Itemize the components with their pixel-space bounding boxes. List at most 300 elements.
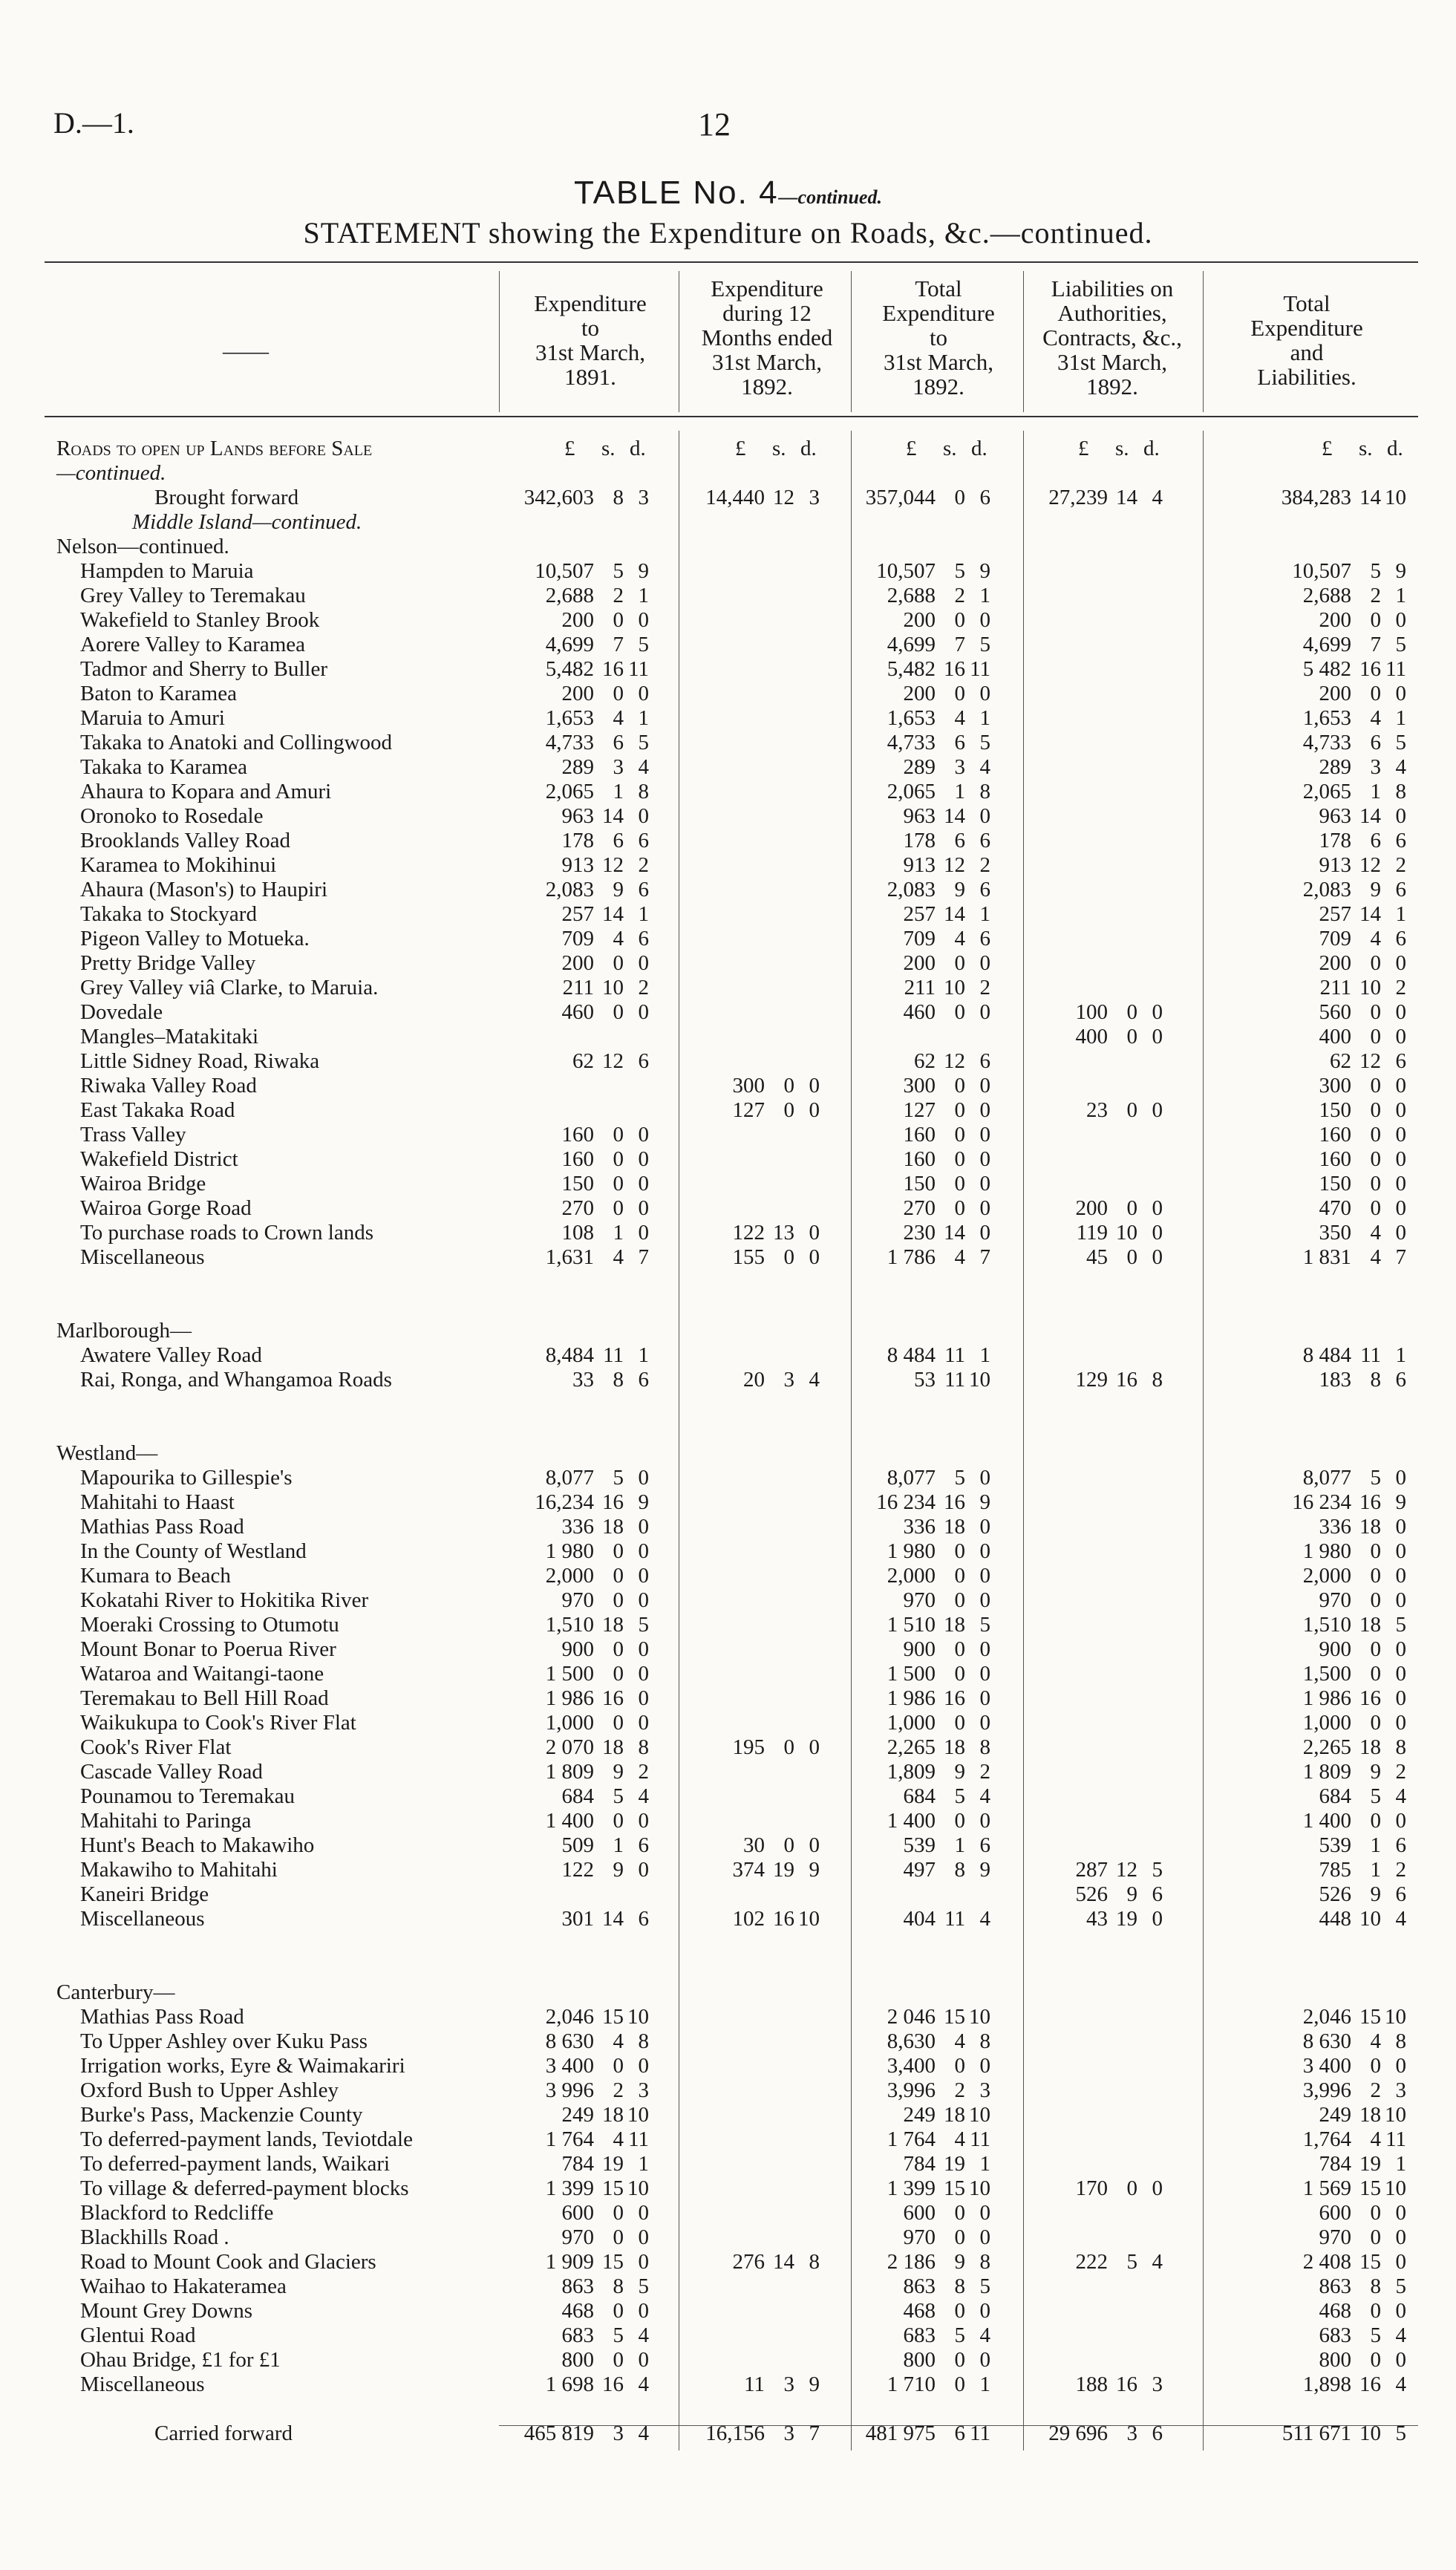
row-label: Road to Mount Cook and Glaciers [80, 2250, 376, 2274]
amount-pence: 0 [809, 1074, 820, 1098]
amount-pounds: 1,764 [1302, 2127, 1351, 2151]
amount-pounds: 10,507 [535, 559, 594, 583]
amount-shillings: 16 [602, 1686, 624, 1710]
amount-pounds: 600 [561, 2201, 594, 2225]
amount-pounds: 188 [1075, 2372, 1108, 2396]
amount-shillings: 19 [773, 1858, 794, 1882]
amount-pence: 5 [1395, 2274, 1406, 2298]
table-row [0, 2078, 1456, 2103]
amount-shillings: 3 [1370, 755, 1381, 779]
amount-pounds: 539 [1319, 1833, 1351, 1857]
amount-pounds: 863 [561, 2274, 594, 2298]
rule-top [45, 261, 1418, 263]
amount-shillings: 0 [613, 2299, 624, 2323]
amount-pence: 0 [979, 1564, 990, 1588]
amount-pounds: 200 [1319, 608, 1351, 632]
amount-pounds: 160 [1319, 1123, 1351, 1147]
amount-shillings: 14 [1359, 804, 1381, 828]
amount-pence: 9 [979, 1490, 990, 1514]
amount-pounds: 683 [903, 2323, 936, 2347]
amount-shillings: 4 [1370, 2029, 1381, 2053]
amount-pence: 8 [979, 780, 990, 803]
column-header-line: during 12 [722, 300, 812, 326]
amount-shillings: 4 [613, 1245, 624, 1269]
amount-pounds: 2,000 [1302, 1564, 1351, 1588]
amount-pence: 8 [979, 1735, 990, 1759]
amount-shillings: 0 [1126, 1098, 1137, 1122]
amount-pounds: 200 [1075, 1196, 1108, 1220]
amount-pence: 0 [1395, 1809, 1406, 1833]
amount-pence: 0 [979, 608, 990, 632]
amount-pounds: 1,898 [1302, 2372, 1351, 2396]
row-label: Takaka to Stockyard [80, 902, 257, 926]
amount-pounds: 1 399 [545, 2176, 594, 2200]
amount-pounds: 10,507 [1292, 559, 1351, 583]
amount-shillings: 14 [1116, 486, 1137, 509]
amount-pence: 8 [1395, 780, 1406, 803]
amount-pounds: 178 [561, 829, 594, 852]
table-row [0, 2029, 1456, 2054]
amount-shillings: 0 [613, 682, 624, 705]
amount-shillings: 1 [1370, 1858, 1381, 1882]
amount-pounds: 200 [903, 682, 936, 705]
column-header-line: Expenditure [882, 300, 995, 326]
amount-pounds: 45 [1086, 1245, 1108, 1269]
amount-pounds: 1 786 [887, 1245, 936, 1269]
row-label: Blackford to Redcliffe [80, 2201, 274, 2225]
amount-pounds: 2,046 [545, 2005, 594, 2029]
amount-pence: 9 [638, 559, 649, 583]
amount-pence: 0 [638, 1858, 649, 1882]
row-label: To deferred-payment lands, Waikari [80, 2152, 391, 2176]
amount-pence: 10 [969, 2176, 990, 2200]
amount-shillings: 14 [602, 1907, 624, 1931]
table-row [0, 608, 1456, 633]
amount-pence: 0 [979, 1588, 990, 1612]
amount-shillings: 18 [602, 2103, 624, 2127]
amount-pence: 1 [1395, 1343, 1406, 1367]
column-header-dash: —— [223, 338, 269, 364]
amount-shillings: 19 [944, 2152, 965, 2176]
column-header-total-liabilities [1203, 291, 1411, 389]
amount-pence: 0 [1152, 1000, 1163, 1024]
amount-pounds: 900 [1319, 1637, 1351, 1661]
amount-pounds: 1,653 [887, 706, 936, 730]
amount-pounds: 155 [732, 1245, 765, 1269]
row-label: Canterbury— [56, 1980, 175, 2004]
table-row [0, 1931, 1456, 1956]
amount-shillings: 12 [602, 853, 624, 877]
amount-pounds: 1 500 [887, 1662, 936, 1686]
amount-pounds: 3,996 [1302, 2078, 1351, 2102]
amount-pence: 0 [979, 1686, 990, 1710]
amount-pounds: 230 [903, 1221, 936, 1245]
amount-shillings: 0 [1370, 2299, 1381, 2323]
amount-shillings: 0 [954, 2054, 965, 2078]
row-label: To Upper Ashley over Kuku Pass [80, 2029, 368, 2053]
amount-pence: 6 [979, 878, 990, 901]
amount-shillings: 19 [602, 2152, 624, 2176]
amount-pounds: 23 [1086, 1098, 1108, 1122]
amount-pounds: 30 [743, 1833, 765, 1857]
amount-shillings: 0 [1370, 2054, 1381, 2078]
amount-shillings: 12 [1359, 1049, 1381, 1073]
table-row [0, 1662, 1456, 1686]
amount-pence: 2 [1395, 1760, 1406, 1784]
amount-shillings: 9 [954, 878, 965, 901]
amount-shillings: 5 [1370, 2323, 1381, 2347]
amount-pence: 10 [969, 1368, 990, 1392]
amount-pounds: 16,234 [535, 1490, 594, 1514]
amount-pence: 2 [638, 853, 649, 877]
amount-pounds: 200 [561, 682, 594, 705]
amount-pounds: 2,000 [545, 1564, 594, 1588]
amount-shillings: 18 [602, 1515, 624, 1539]
amount-shillings: 3 [783, 1368, 794, 1392]
amount-pounds: 14,440 [705, 486, 765, 509]
amount-pounds: 4,733 [545, 731, 594, 754]
amount-pence: 6 [1395, 1368, 1406, 1392]
amount-pence: 5 [979, 2274, 990, 2298]
amount-shillings: 9 [613, 878, 624, 901]
amount-pounds: 1 831 [1302, 1245, 1351, 1269]
row-label: Oxford Bush to Upper Ashley [80, 2078, 339, 2102]
amount-pence: 0 [638, 1588, 649, 1612]
column-header-expenditure-1891 [497, 291, 683, 389]
amount-shillings: 19 [1116, 1907, 1137, 1931]
amount-shillings: 0 [954, 1172, 965, 1196]
column-header-liabilities [1023, 276, 1201, 399]
table-row [0, 1049, 1456, 1074]
row-label: Wakefield to Stanley Brook [80, 608, 320, 632]
amount-shillings: 1 [1370, 780, 1381, 803]
amount-pence: 7 [638, 1245, 649, 1269]
row-label: Moeraki Crossing to Otumotu [80, 1613, 339, 1637]
amount-shillings: 3 [613, 755, 624, 779]
row-label: Ahaura to Kopara and Amuri [80, 780, 332, 803]
amount-pence: 0 [638, 1515, 649, 1539]
amount-pence: 0 [1395, 2299, 1406, 2323]
amount-shillings: 8 [1370, 2274, 1381, 2298]
amount-pounds: 460 [561, 1000, 594, 1024]
row-label: Brooklands Valley Road [80, 829, 290, 852]
table-row [0, 1711, 1456, 1735]
amount-pounds: 336 [561, 1515, 594, 1539]
amount-shillings: 8 [613, 1368, 624, 1392]
row-label: Kumara to Beach [80, 1564, 231, 1588]
amount-pence: 0 [979, 1098, 990, 1122]
table-row [0, 535, 1456, 559]
amount-pence: 0 [979, 1123, 990, 1147]
table-row [0, 2225, 1456, 2250]
amount-shillings: 0 [954, 1588, 965, 1612]
table-row [0, 1147, 1456, 1172]
amount-pence: 0 [1395, 1147, 1406, 1171]
amount-pence: 0 [1395, 608, 1406, 632]
amount-pence: 0 [638, 608, 649, 632]
amount-pounds: 257 [903, 902, 936, 926]
amount-shillings: 6 [954, 731, 965, 754]
row-label: Wakefield District [80, 1147, 238, 1171]
amount-pounds: 481 975 [865, 2421, 936, 2445]
amount-pounds: 287 [1075, 1858, 1108, 1882]
amount-shillings: 11 [944, 1343, 965, 1367]
table-row [0, 1907, 1456, 1931]
amount-pounds: 800 [903, 2348, 936, 2372]
amount-shillings: 0 [954, 1809, 965, 1833]
table-title-suffix: —continued. [778, 186, 882, 208]
amount-pence: 5 [1395, 731, 1406, 754]
amount-shillings: 9 [1370, 878, 1381, 901]
amount-shillings: 4 [613, 927, 624, 950]
row-label: Little Sidney Road, Riwaka [80, 1049, 320, 1073]
amount-pence: 1 [979, 2152, 990, 2176]
amount-pounds: 1,000 [545, 1711, 594, 1735]
table-row [0, 927, 1456, 951]
amount-pounds: 10,507 [876, 559, 936, 583]
amount-pence: 6 [1395, 878, 1406, 901]
amount-pence: 6 [1395, 829, 1406, 852]
amount-pence: 4 [1152, 486, 1163, 509]
column-header-line: 1892. [1086, 374, 1138, 399]
row-label: Hampden to Maruia [80, 559, 254, 583]
column-header-line: 31st March, [711, 349, 823, 375]
amount-pounds: 1,500 [1302, 1662, 1351, 1686]
amount-shillings: 14 [1359, 902, 1381, 926]
row-label: Miscellaneous [80, 1907, 205, 1931]
amount-pounds: 276 [732, 2250, 765, 2274]
amount-pence: 0 [638, 2201, 649, 2225]
amount-pounds: 709 [1319, 927, 1351, 950]
amount-pence: 4 [979, 755, 990, 779]
column-header-line: to [581, 315, 600, 341]
amount-shillings: 8 [613, 486, 624, 509]
amount-pounds: 200 [561, 951, 594, 975]
amount-pounds: 62 [1330, 1049, 1351, 1073]
row-label: Kokatahi River to Hokitika River [80, 1588, 369, 1612]
amount-pence: 0 [638, 1539, 649, 1563]
amount-pounds: 178 [1319, 829, 1351, 852]
amount-pence: 2 [1395, 1858, 1406, 1882]
amount-shillings: 2 [613, 2078, 624, 2102]
column-header-line: 1892. [913, 374, 964, 399]
table-row [0, 2250, 1456, 2274]
amount-shillings: 2 [1370, 2078, 1381, 2102]
amount-shillings: 0 [1370, 1809, 1381, 1833]
row-label: Grey Valley viâ Clarke, to Maruia. [80, 976, 379, 999]
row-label: Brought forward [154, 486, 299, 509]
amount-pounds: 460 [903, 1000, 936, 1024]
amount-pounds: 222 [1075, 2250, 1108, 2274]
amount-pence: 6 [979, 1049, 990, 1073]
amount-shillings: 18 [944, 1613, 965, 1637]
table-row [0, 1956, 1456, 1980]
amount-shillings: 11 [944, 1907, 965, 1931]
amount-pounds: 178 [903, 829, 936, 852]
amount-pounds: 963 [1319, 804, 1351, 828]
amount-pence: 0 [638, 1172, 649, 1196]
amount-pounds: 300 [732, 1074, 765, 1098]
amount-pence: 6 [979, 829, 990, 852]
amount-shillings: 0 [613, 1564, 624, 1588]
amount-pence: 2 [979, 853, 990, 877]
amount-pounds: 1,653 [1302, 706, 1351, 730]
amount-pounds: 1 986 [887, 1686, 936, 1710]
amount-pounds: 33 [572, 1368, 594, 1392]
amount-shillings: 0 [954, 486, 965, 509]
column-header-line: Expenditure [534, 290, 647, 316]
amount-shillings: 0 [954, 608, 965, 632]
amount-pence: 9 [809, 1858, 820, 1882]
table-row [0, 1784, 1456, 1809]
amount-pence: 8 [638, 780, 649, 803]
row-label: Baton to Karamea [80, 682, 237, 705]
amount-pence: 1 [979, 2372, 990, 2396]
table-row [0, 2127, 1456, 2152]
table-row [0, 878, 1456, 902]
table-row [0, 2201, 1456, 2225]
amount-pence: 0 [1395, 1074, 1406, 1098]
amount-pence: 5 [1395, 1613, 1406, 1637]
amount-shillings: 4 [613, 2127, 624, 2151]
amount-pence: 0 [1395, 2201, 1406, 2225]
row-label: Takaka to Karamea [80, 755, 248, 779]
amount-pence: 0 [979, 2299, 990, 2323]
amount-pence: 0 [979, 2348, 990, 2372]
amount-shillings: 15 [602, 2005, 624, 2029]
table-row [0, 1196, 1456, 1221]
amount-pounds: 1 986 [1302, 1686, 1351, 1710]
row-label: Mount Bonar to Poerua River [80, 1637, 336, 1661]
amount-shillings: 18 [944, 1515, 965, 1539]
amount-pence: 11 [970, 657, 990, 681]
amount-shillings: 0 [954, 1662, 965, 1686]
amount-pounds: 8,077 [545, 1466, 594, 1490]
row-label: Wataroa and Waitangi-taone [80, 1662, 324, 1686]
unit-pence: d. [630, 437, 646, 460]
row-label: Cook's River Flat [80, 1735, 232, 1759]
amount-shillings: 8 [613, 2274, 624, 2298]
amount-pence: 0 [1395, 1637, 1406, 1661]
amount-pence: 0 [1395, 1588, 1406, 1612]
amount-pounds: 211 [904, 976, 936, 999]
amount-pounds: 2,065 [1302, 780, 1351, 803]
column-header-line: Expenditure [711, 275, 823, 301]
unit-shilling: s. [772, 437, 786, 460]
amount-pounds: 1 980 [887, 1539, 936, 1563]
row-label: Kaneiri Bridge [80, 1882, 209, 1906]
amount-shillings: 4 [1370, 1245, 1381, 1269]
table-row [0, 1294, 1456, 1319]
amount-pounds: 404 [903, 1907, 936, 1931]
row-label: Grey Valley to Teremakau [80, 584, 306, 607]
amount-pounds: 970 [903, 1588, 936, 1612]
amount-shillings: 0 [613, 1539, 624, 1563]
unit-shilling: s. [1359, 437, 1373, 460]
amount-pounds: 4,699 [887, 633, 936, 656]
row-label: Nelson—continued. [56, 535, 229, 558]
amount-shillings: 3 [613, 2421, 624, 2445]
amount-shillings: 0 [954, 2348, 965, 2372]
table-title-main: TABLE No. 4 [574, 175, 779, 211]
amount-pence: 5 [638, 2274, 649, 2298]
amount-pence: 0 [979, 1000, 990, 1024]
amount-pence: 0 [1395, 1123, 1406, 1147]
amount-pounds: 784 [903, 2152, 936, 2176]
table-row [0, 1368, 1456, 1392]
amount-shillings: 11 [603, 1343, 624, 1367]
amount-pence: 0 [979, 1637, 990, 1661]
amount-pounds: 800 [1319, 2348, 1351, 2372]
amount-shillings: 18 [944, 1735, 965, 1759]
table-title [0, 174, 1456, 212]
amount-shillings: 4 [954, 1245, 965, 1269]
table-row [0, 2103, 1456, 2127]
amount-pence: 0 [809, 1098, 820, 1122]
amount-pence: 1 [638, 1343, 649, 1367]
amount-pence: 0 [979, 804, 990, 828]
amount-pounds: 27,239 [1048, 486, 1108, 509]
amount-shillings: 1 [613, 1221, 624, 1245]
amount-pence: 1 [638, 2152, 649, 2176]
amount-shillings: 0 [1370, 2225, 1381, 2249]
amount-shillings: 5 [1126, 2250, 1137, 2274]
amount-pence: 10 [627, 2103, 649, 2127]
amount-pence: 1 [979, 902, 990, 926]
amount-pence: 0 [1395, 1025, 1406, 1048]
amount-pence: 4 [638, 2421, 649, 2445]
amount-pence: 9 [979, 559, 990, 583]
amount-pounds: 468 [561, 2299, 594, 2323]
amount-pence: 3 [638, 486, 649, 509]
amount-shillings: 18 [944, 2103, 965, 2127]
amount-shillings: 15 [944, 2176, 965, 2200]
column-header-line: 31st March, [1057, 349, 1168, 375]
amount-shillings: 1 [613, 780, 624, 803]
table-row [0, 853, 1456, 878]
amount-pounds: 1,631 [545, 1245, 594, 1269]
column-header-line: 31st March, [883, 349, 994, 375]
amount-pounds: 709 [903, 927, 936, 950]
row-label: Mangles–Matakitaki [80, 1025, 259, 1048]
amount-shillings: 5 [954, 2323, 965, 2347]
amount-pounds: 900 [903, 1637, 936, 1661]
amount-pounds: 11 [744, 2372, 765, 2396]
amount-pounds: 2 046 [887, 2005, 936, 2029]
amount-pounds: 526 [1319, 1882, 1351, 1906]
column-header-line: Authorities, [1057, 300, 1167, 326]
amount-shillings: 0 [613, 1147, 624, 1171]
unit-pound: £ [906, 437, 917, 460]
amount-pence: 0 [979, 1515, 990, 1539]
amount-pence: 0 [638, 951, 649, 975]
table-row [0, 706, 1456, 731]
amount-pence: 3 [1395, 2078, 1406, 2102]
amount-pounds: 5,482 [887, 657, 936, 681]
table-row [0, 1221, 1456, 1245]
amount-pounds: 150 [1319, 1098, 1351, 1122]
table-row [0, 2348, 1456, 2372]
row-label: To village & deferred-payment blocks [80, 2176, 409, 2200]
column-header-line: Expenditure [1250, 315, 1363, 341]
table-row [0, 559, 1456, 584]
table-row [0, 829, 1456, 853]
amount-shillings: 0 [1370, 1098, 1381, 1122]
amount-pounds: 249 [1319, 2103, 1351, 2127]
amount-pence: 4 [979, 2323, 990, 2347]
table-row [0, 1760, 1456, 1784]
amount-pounds: 5,482 [545, 657, 594, 681]
